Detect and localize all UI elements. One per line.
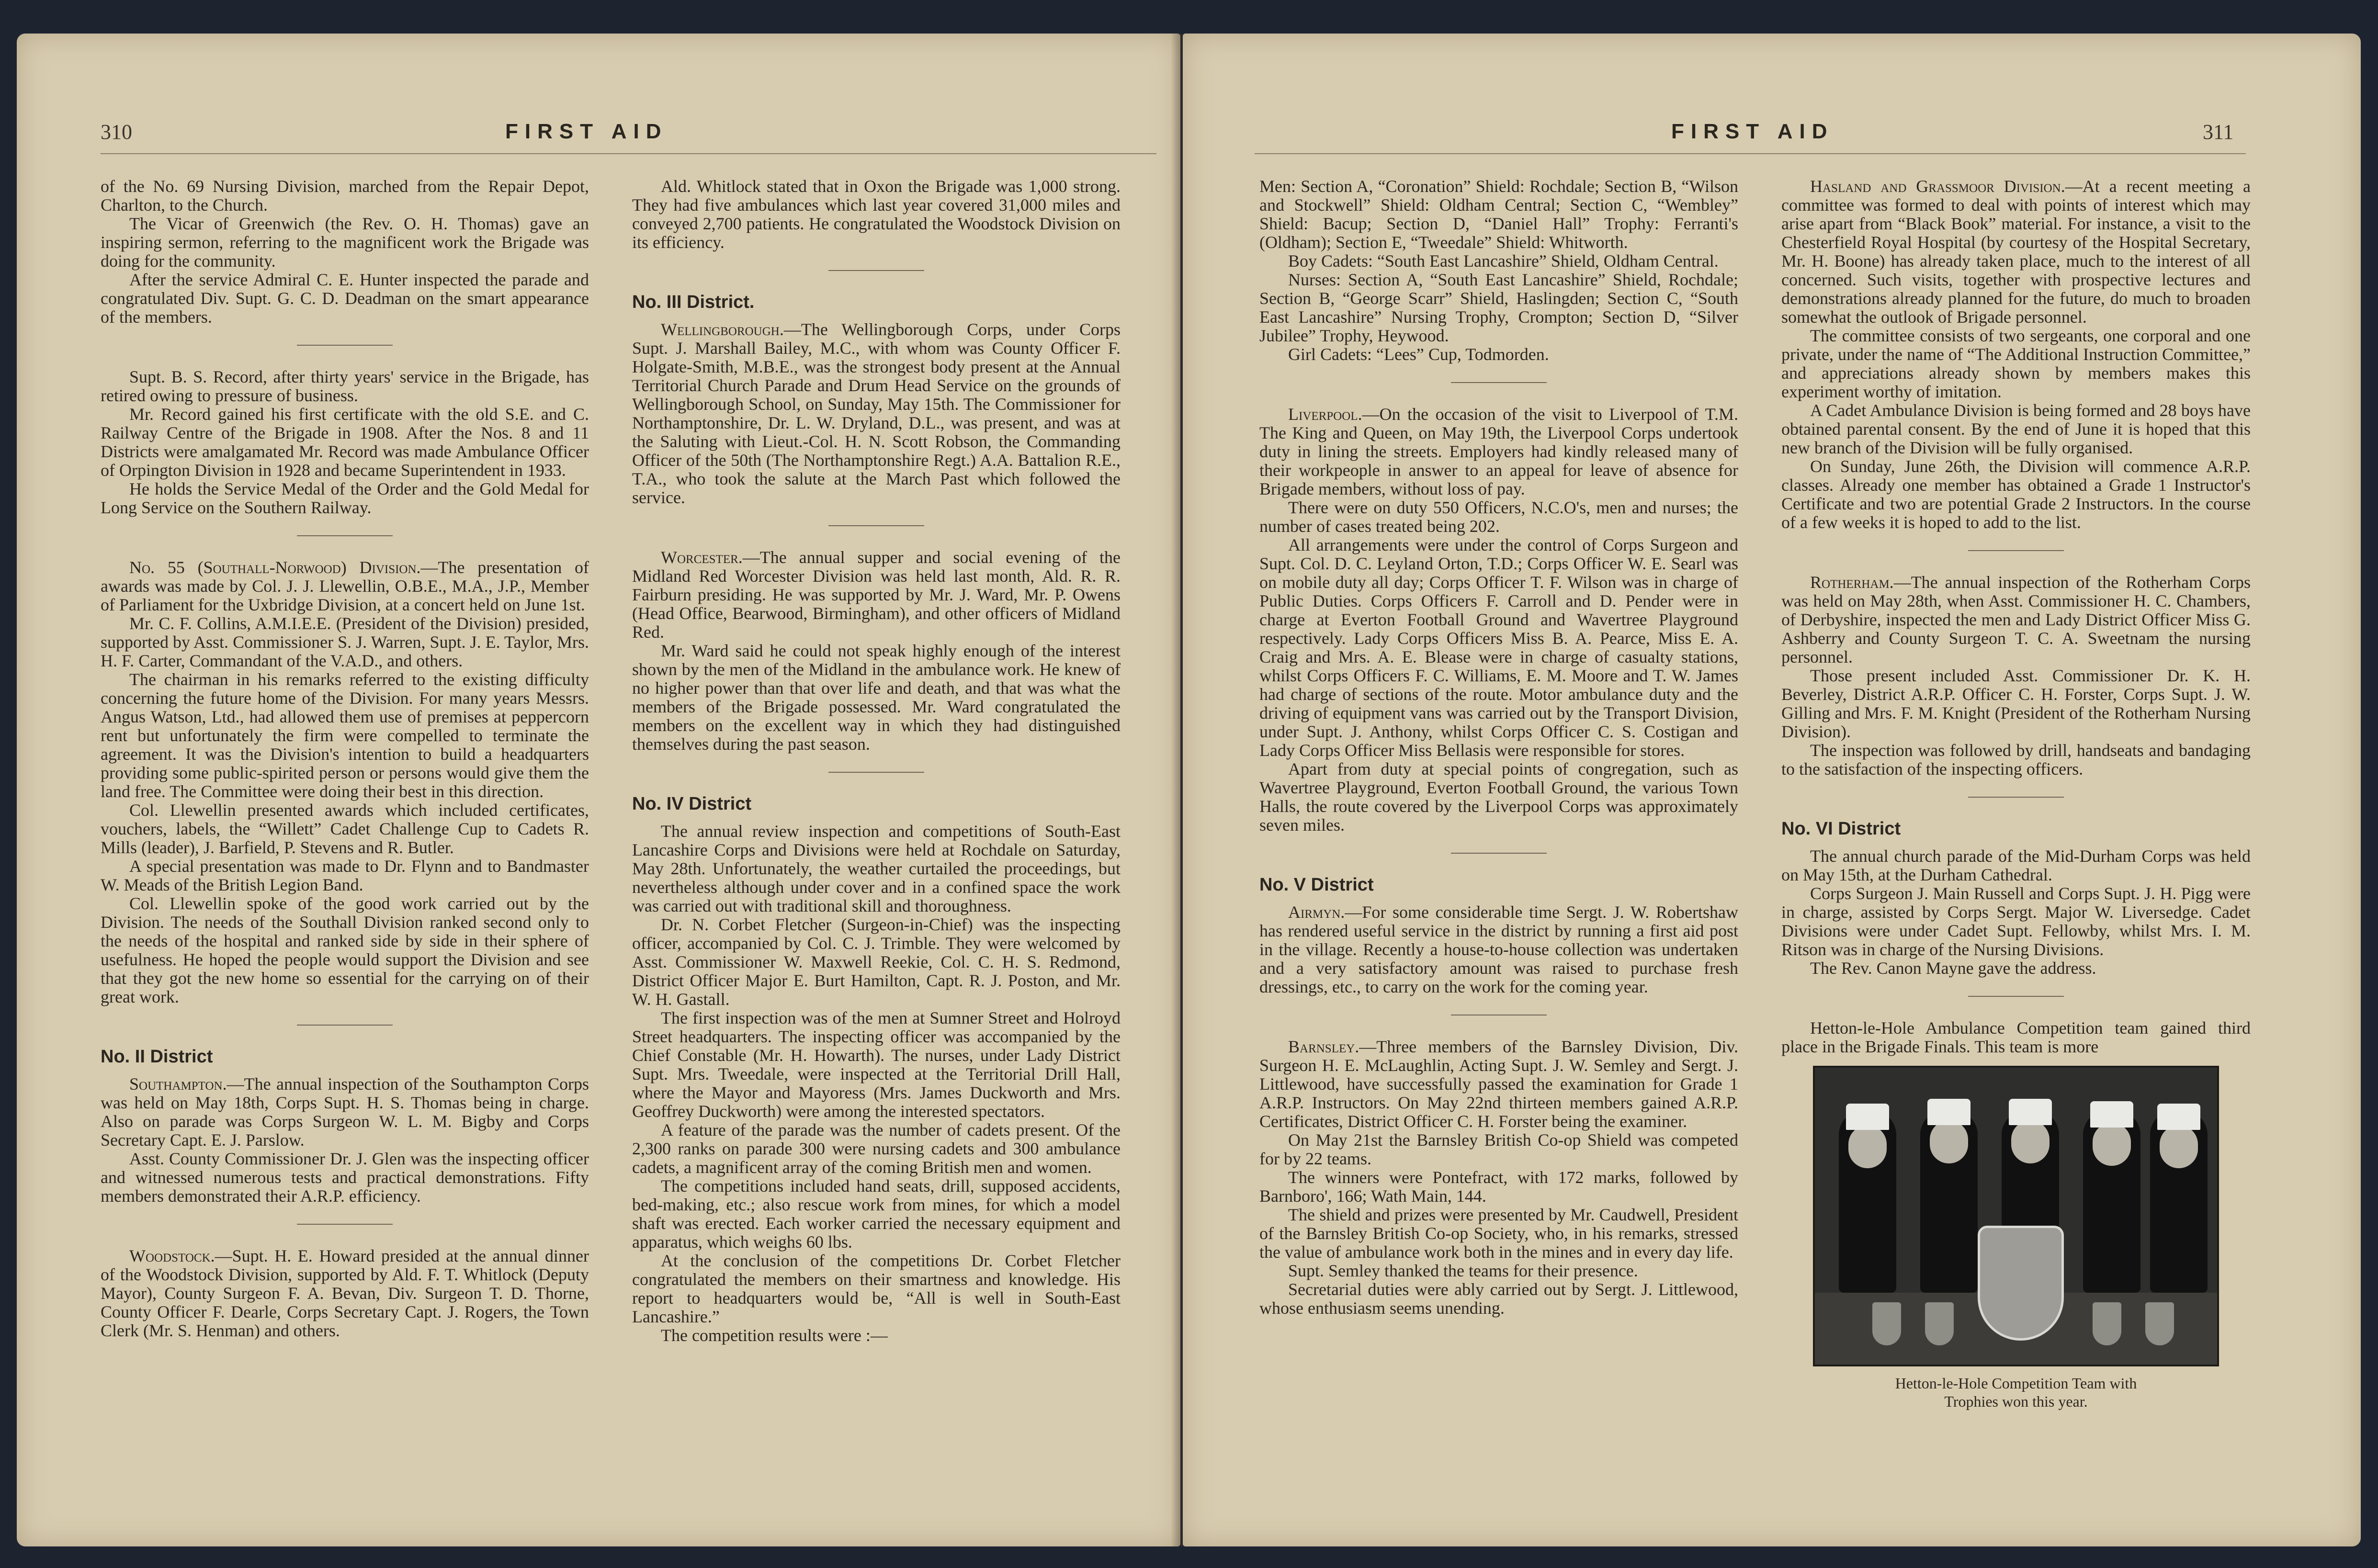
paragraph-body: —On the occasion of the visit to Liverpool of T.M. The King and Queen, on May 19th, the Liverpool Corps undertook duty in lining the streets. Employers had kindly released many of their workpeople in answer to an appeal for leave of absence for Brigade members, without loss of pay.: [1259, 405, 1738, 498]
paragraph: Supt. B. S. Record, after thirty years' service in the Brigade, has retired owing to pressure of business.: [101, 367, 589, 405]
paragraph: On Sunday, June 26th, the Division will commence A.R.P. classes. Already one member has obtained a Grade 1 Instructor's Certificate and two are potential Grade 2 Instructors. In the course of a few weeks it is hoped to add to the list.: [1781, 457, 2251, 532]
right-page-column-2: [1781, 177, 2251, 1410]
separator: [1451, 853, 1547, 854]
left-page-column-1: [101, 177, 589, 1340]
paragraph: There were on duty 550 Officers, N.C.O's, men and nurses; the number of cases treated being 202.: [1259, 498, 1738, 536]
paragraph: Dr. N. Corbet Fletcher (Surgeon-in-Chief) was the inspecting officer, accompanied by Col. C. J. Trimble. They were welcomed by Asst. Commissioner W. Maxwell Reekie, Col. C. H. S. Redmond, District Officer Major E. Burt Hamilton, Capt. R. J. Poston, and Mr. W. H. Gastall.: [632, 915, 1121, 1009]
paragraph: On May 21st the Barnsley British Co-op Shield was competed for by 22 teams.: [1259, 1130, 1738, 1168]
paragraph: Corps Surgeon J. Main Russell and Corps Supt. J. H. Pigg were in charge, assisted by Corps Sergt. Major W. Liversedge. Cadet Divisions were under Cadet Supt. Fellowby, whilst Mrs. I. M. Ritson was in charge of the Nursing Divisions.: [1781, 884, 2251, 959]
separator: [828, 772, 924, 773]
team-member-cap: [2009, 1099, 2052, 1125]
right-page: [1183, 34, 2361, 1546]
separator: [1968, 797, 2064, 798]
section-heading: No. III District.: [632, 292, 755, 312]
team-member-face: [2011, 1120, 2050, 1163]
separator: [297, 1025, 393, 1026]
paragraph: Ald. Whitlock stated that in Oxon the Brigade was 1,000 strong. They had five ambulances which last year covered 31,000 miles and conveyed 2,700 patients. He congratulated the Woodstock Division on its efficiency.: [632, 177, 1121, 252]
paragraph: A feature of the parade was the number of cadets present. Of the 2,300 ranks on parade 300 were nursing cadets and 300 ambulance cadets, a magnificent array of the coming British men and women.: [632, 1120, 1121, 1177]
paragraph-body: —Supt. H. E. Howard presided at the annual dinner of the Woodstock Division, supported by Ald. F. T. Whitlock (Deputy Mayor), County Surgeon F. A. Bevan, Div. Surgeon T. D. Thorne, County Officer F. Dearle, Corps Secretary Capt. J. Rogers, the Town Clerk (Mr. S. Henman) and others.: [101, 1246, 589, 1340]
paragraph-body: —At a recent meeting a committee was formed to deal with points of interest which may arise apart from “Black Book” material. For instance, a visit to the Chesterfield Royal Hospital (by courtesy of the Hospital Secretary, Mr. H. Boone) has already taken place, much to the interest of all concerned. Such visits, together with prospective lectures and demonstrations already planned for the future, do much to broaden somewhat the outlook of Brigade personnel.: [1781, 177, 2251, 327]
trophy-cup: [1872, 1302, 1901, 1345]
photo-caption: [1781, 1374, 2251, 1410]
paragraph: The inspection was followed by drill, handseats and bandaging to the satisfaction of the inspecting officers.: [1781, 741, 2251, 778]
paragraph-body: —The annual inspection of the Rotherham Corps was held on May 28th, when Asst. Commissioner H. C. Chambers, of Derbyshire, inspected the men and Lady District Officer Miss G. Ashberry and County Surgeon T. C. A. Sweetnam the nursing personnel.: [1781, 573, 2251, 666]
paragraph: The competition results were :—: [661, 1326, 888, 1345]
paragraph: The Rev. Canon Mayne gave the address.: [1810, 959, 2096, 978]
separator: [1451, 382, 1547, 383]
paragraph: Col. Llewellin presented awards which included certificates, vouchers, labels, the “Willett” Cadet Challenge Cup to Cadets R. Mills (leader), J. Barfield, P. Stevens and R. Butler.: [101, 801, 589, 857]
section-heading: No. IV District: [632, 794, 752, 814]
separator: [828, 270, 924, 271]
separator: [1968, 550, 2064, 551]
paragraph: [1259, 903, 1738, 996]
paragraph: Mr. C. F. Collins, A.M.I.E.E. (President of the Division) presided, supported by Asst. Commissioner S. J. Warren, Supt. J. E. Taylor, Mrs. H. F. Carter, Commandant of the V.A.D., and others.: [101, 614, 589, 670]
left-page: [17, 34, 1180, 1546]
paragraph: Men: Section A, “Coronation” Shield: Rochdale; Section B, “Wilson and Stockwell” Shield: Oldham Central; Section C, “Wembley” Shield: Bacup; Section D, “Daniel Hall” Trophy: Ferranti's (Oldham); Section E, “Tweedale” Shield: Whitworth.: [1259, 177, 1738, 252]
paragraph: [101, 1075, 589, 1150]
separator: [297, 345, 393, 346]
paragraph-body: —For some considerable time Sergt. J. W. Robertshaw has rendered useful service in the district by running a first aid post in the village. Recently a house-to-house collection was undertaken and a very satisfactory amount was raised to purchase fresh dressings, etc., to carry on the work for the coming year.: [1259, 902, 1738, 996]
paragraph: A special presentation was made to Dr. Flynn and to Bandmaster W. Meads of the British Legion Band.: [101, 857, 589, 894]
paragraph: Mr. Record gained his first certificate with the old S.E. and C. Railway Centre of the Brigade in 1908. After the Nos. 8 and 11 Districts were amalgamated Mr. Record was made Ambulance Officer of Orpington Division in 1928 and became Superintendent in 1933.: [101, 405, 589, 480]
paragraph: The competitions included hand seats, drill, supposed accidents, bed-making, etc.; also rescue work from mines, for which a model shaft was erected. Each worker carried the necessary equipment and apparatus, which weighs 60 lbs.: [632, 1176, 1121, 1252]
team-member-cap: [2157, 1104, 2200, 1130]
paragraph: [1781, 177, 2251, 327]
paragraph: [1259, 1038, 1738, 1131]
paragraph: Those present included Asst. Commissioner Dr. K. H. Beverley, District A.R.P. Officer C. H. Forster, Corps Supt. J. W. Gilling and Mrs. F. M. Knight (President of the Rotherham Nursing Division).: [1781, 666, 2251, 741]
paragraph: The Vicar of Greenwich (the Rev. O. H. Thomas) gave an inspiring sermon, referring to the magnificent work the Brigade was doing for the community.: [101, 214, 589, 271]
paragraph: The annual review inspection and competitions of South-East Lancashire Corps and Divisions were held at Rochdale on Saturday, May 28th. Unfortunately, the weather curtailed the proceedings, but nevertheless although under cover and in a confined space the work was carried out with traditional skill and thoroughness.: [632, 822, 1121, 915]
section-heading: No. V District: [1259, 875, 1374, 895]
section-heading: No. II District: [101, 1047, 213, 1067]
paragraph: The chairman in his remarks referred to the existing difficulty concerning the future home of the Division. For many years Messrs. Angus Watson, Ltd., had allowed them use of premises at peppercorn rent but unfortunately the firm were compelled to terminate the agreement. It was the Division's intention to build a headquarters providing some public-spirited person or persons would give them the land free. The Committee were doing their best in this direction.: [101, 670, 589, 801]
page-number: 310: [101, 120, 132, 144]
paragraph: The shield and prizes were presented by Mr. Caudwell, President of the Barnsley British Co-op Society, who, in his remarks, stressed the value of ambulance work both in the mines and in every day life.: [1259, 1205, 1738, 1262]
paragraph: The annual church parade of the Mid-Durham Corps was held on May 15th, at the Durham Cathedral.: [1781, 846, 2251, 884]
paragraph: [101, 1247, 589, 1340]
team-member-face: [2160, 1125, 2198, 1168]
section-heading: No. VI District: [1781, 819, 1901, 839]
separator: [297, 1224, 393, 1225]
paragraph: Nurses: Section A, “South East Lancashire” Shield, Rochdale; Section B, “George Scarr” Shield, Haslingden; Section C, “South East Lancashire” Nursing Trophy, Crompton; Section D, “Silver Jubilee” Trophy, Heywood.: [1259, 270, 1738, 345]
paragraph: [1781, 573, 2251, 666]
paragraph-lead: Airmyn.: [1288, 902, 1345, 922]
team-member-cap: [1927, 1099, 1970, 1125]
paragraph-body: —The presentation of awards was made by Col. J. J. Llewellin, O.B.E., M.A., J.P., Member of Parliament for the Uxbridge Division, at a concert held on June 1st.: [101, 558, 589, 614]
paragraph: A Cadet Ambulance Division is being formed and 28 boys have obtained parental consent. By the end of June it is hoped that this new branch of the Division will be fully organised.: [1781, 401, 2251, 457]
paragraph-lead: Hasland and Grassmoor Division.: [1810, 177, 2065, 196]
right-page-column-1: [1259, 177, 1738, 1318]
separator: [1968, 996, 2064, 997]
paragraph: Supt. Semley thanked the teams for their presence.: [1288, 1261, 1638, 1280]
paragraph: Apart from duty at special points of congregation, such as Wavertree Playground, Everton Football Ground, the various Town Halls, the route covered by the Liverpool Corps was approximately seven miles.: [1259, 759, 1738, 835]
paragraph: Hetton-le-Hole Ambulance Competition team gained third place in the Brigade Finals. This team is more: [1781, 1018, 2251, 1056]
paragraph: Secretarial duties were ably carried out by Sergt. J. Littlewood, whose enthusiasm seems unending.: [1259, 1280, 1738, 1318]
paragraph-body: —The Wellingborough Corps, under Corps Supt. J. Marshall Bailey, M.C., with whom was County Officer F. Holgate-Smith, M.B.E., was the strongest body present at the Annual Territorial Church Parade and Drum Head Service on the grounds of Wellingborough School, on Sunday, May 15th. The Commissioner for Northamptonshire, Dr. L. W. Dryland, D.L., was present, and was at the Saluting with Lieut.-Col. H. N. Scott Robson, the Commanding Officer of the 50th (The Northamptonshire Regt.) A.A. Battalion R.E., T.A., who took the salute at the March Past which followed the service.: [632, 320, 1121, 507]
page-number: 311: [2203, 120, 2234, 144]
paragraph: The committee consists of two sergeants, one corporal and one private, under the name of “The Additional Instruction Committee,” and appreciations already shown by members makes this experiment worthy of imitation.: [1781, 326, 2251, 401]
paragraph-lead: Liverpool.: [1288, 405, 1362, 424]
right-page-header: [1183, 101, 2361, 153]
caption-line: Trophies won this year.: [1944, 1393, 2088, 1410]
paragraph: At the conclusion of the competitions Dr. Corbet Fletcher congratulated the members on their smartness and knowledge. His report to headquarters would be, “All is well in South-East Lancashire.”: [632, 1251, 1121, 1326]
running-title: FIRST AID: [505, 120, 668, 143]
paragraph: Col. Llewellin spoke of the good work carried out by the Division. The needs of the Southall Division ranked second only to the needs of the hospital and ranked side by side in their sphere of usefulness. He hoped the people would support the Division and see that they got the new home so essential for the carrying on of their great work.: [101, 894, 589, 1006]
caption-line: Hetton-le-Hole Competition Team with: [1895, 1375, 2137, 1392]
paragraph: Girl Cadets: “Lees” Cup, Todmorden.: [1288, 345, 1549, 364]
team-member-face: [1848, 1125, 1887, 1168]
paragraph-lead: Southampton.: [129, 1074, 227, 1094]
trophy-cup: [2145, 1302, 2174, 1345]
paragraph: The winners were Pontefract, with 172 marks, followed by Barnboro', 166; Wath Main, 144.: [1259, 1168, 1738, 1206]
paragraph: Asst. County Commissioner Dr. J. Glen was the inspecting officer and witnessed numerous tests and practical demonstrations. Fifty members demonstrated their A.R.P. efficiency.: [101, 1149, 589, 1206]
paragraph: Boy Cadets: “South East Lancashire” Shield, Oldham Central.: [1288, 251, 1719, 271]
paragraph-body: —The annual supper and social evening of the Midland Red Worcester Division was held last month, Ald. R. R. Fairburn presiding. He was supported by Mr. J. Ward, Mr. P. Owens (Head Office, Bearwood, Birmingham), and other officers of Midland Red.: [632, 548, 1121, 642]
paragraph: All arrangements were under the control of Corps Surgeon and Supt. Col. D. C. Leyland Orton, T.D.; Corps Officer W. E. Searl was on mobile duty all day; Corps Officer T. F. Wilson was in charge of Public Duties. Corps Officers F. Carroll and D. Pender were in charge at Everton Football Ground and Wavertree Playground respectively. Lady Corps Officers Miss B. A. Pearce, Miss E. A. Craig and Mrs. A. E. Blease were in charge of casualty stations, whilst Corps Officers F. C. Williams, E. M. Moore and T. W. James had charge of sections of the route. Motor ambulance duty and the driving of equipment vans was carried out by the Transport Division, under Supt. J. Anthony, whilst Corps Officer C. S. Costigan and Lady Corps Officer Miss Bellasis were responsible for stores.: [1259, 535, 1738, 760]
paragraph: He holds the Service Medal of the Order and the Gold Medal for Long Service on the Southern Railway.: [101, 479, 589, 517]
paragraph: [101, 558, 589, 614]
paragraph: [1259, 405, 1738, 498]
team-member-cap: [2090, 1101, 2133, 1128]
paragraph: of the No. 69 Nursing Division, marched from the Repair Depot, Charlton, to the Church.: [101, 177, 589, 214]
paragraph-lead: Barnsley.: [1288, 1037, 1359, 1056]
header-rule: [1255, 153, 2246, 154]
paragraph-lead: No. 55 (Southall-Norwood) Division.: [129, 558, 421, 577]
paragraph: After the service Admiral C. E. Hunter inspected the parade and congratulated Div. Supt. G. C. D. Deadman on the smart appearance of the members.: [101, 270, 589, 327]
paragraph-lead: Worcester.: [661, 548, 743, 567]
team-member-face: [2093, 1123, 2131, 1166]
team-member-cap: [1846, 1104, 1889, 1130]
paragraph-body: —The annual inspection of the Southampton Corps was held on May 18th, Corps Supt. H. S. Thomas being in charge. Also on parade was Corps Surgeon W. L. M. Bigby and Corps Secretary Capt. E. J. Parslow.: [101, 1074, 589, 1150]
left-page-header: [17, 101, 1180, 153]
paragraph-body: —Three members of the Barnsley Division, Div. Surgeon H. E. McLaughlin, Acting Supt. J. W. Semley and Sergt. J. Littlewood, have successfully passed the examination for Grade 1 A.R.P. Instructors. On May 22nd thirteen members gained A.R.P. Certificates, District Officer C. H. Forster being the examiner.: [1259, 1037, 1738, 1131]
trophy-shield: [1978, 1226, 2064, 1341]
paragraph-lead: Rotherham.: [1810, 573, 1894, 592]
paragraph: [632, 548, 1121, 642]
trophy-cup: [1925, 1302, 1954, 1345]
team-photograph: [1813, 1066, 2219, 1366]
header-rule: [101, 153, 1156, 154]
left-page-column-2: [632, 177, 1121, 1345]
paragraph: [632, 320, 1121, 507]
paragraph: Mr. Ward said he could not speak highly enough of the interest shown by the men of the Midland in the ambulance work. He knew of no higher power than that over life and death, and that was what the members of the Brigade possessed. Mr. Ward congratulated the members on the excellent way in which they had distinguished themselves during the past season.: [632, 641, 1121, 754]
separator: [297, 535, 393, 536]
trophy-cup: [2093, 1302, 2121, 1345]
paragraph-lead: Woodstock.: [129, 1246, 215, 1265]
paragraph: The first inspection was of the men at Sumner Street and Holroyd Street headquarters. The inspecting officer was accompanied by the Chief Constable (Mr. H. Howarth). The nurses, under Lady District Supt. Mrs. Tweedale, were inspected at the Territorial Drill Hall, where the Mayor and Mayoress (Mrs. James Duckworth and Mrs. Geoffrey Duckworth) were among the interested spectators.: [632, 1008, 1121, 1121]
running-title: FIRST AID: [1671, 120, 1834, 143]
paragraph-lead: Wellingborough.: [661, 320, 784, 339]
team-member-face: [1930, 1120, 1968, 1163]
separator: [828, 525, 924, 526]
